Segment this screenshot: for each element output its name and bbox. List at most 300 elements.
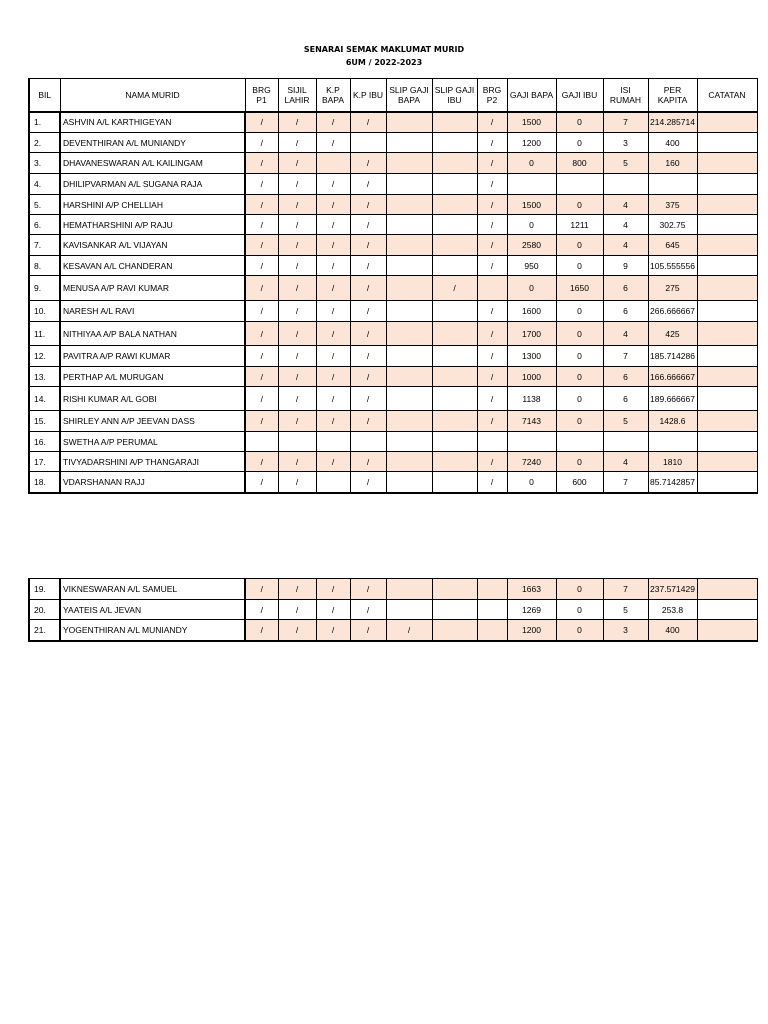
- cell-isi-rumah: 5: [603, 600, 648, 620]
- cell-kp-bapa: [316, 472, 350, 493]
- cell-sijil-lahir: /: [278, 600, 316, 620]
- cell-slip-gaji-ibu: [432, 411, 477, 432]
- cell-kp-ibu: /: [350, 452, 386, 472]
- cell-slip-gaji-ibu: [432, 472, 477, 493]
- cell-brg-p1: /: [245, 133, 278, 153]
- cell-brg-p2: /: [477, 215, 507, 235]
- cell-gaji-bapa: 1300: [507, 346, 556, 367]
- cell-per-kapita: 185.714286: [648, 346, 697, 367]
- table-row: [29, 322, 757, 346]
- cell-gaji-ibu: 0: [556, 411, 603, 432]
- cell-per-kapita: 105.555556: [648, 256, 697, 276]
- cell-isi-rumah: 7: [603, 579, 648, 600]
- cell-sijil-lahir: /: [278, 387, 316, 411]
- cell-kp-ibu: /: [350, 600, 386, 620]
- cell-gaji-ibu: 0: [556, 579, 603, 600]
- cell-sijil-lahir: /: [278, 472, 316, 493]
- cell-slip-gaji-bapa: [386, 472, 432, 493]
- cell-kp-bapa: /: [316, 276, 350, 301]
- cell-slip-gaji-ibu: [432, 301, 477, 322]
- cell-slip-gaji-ibu: [432, 174, 477, 195]
- cell-per-kapita: 302.75: [648, 215, 697, 235]
- cell-brg-p2: /: [477, 133, 507, 153]
- cell-gaji-bapa: 1500: [507, 112, 556, 133]
- cell-nama-murid: VDARSHANAN RAJJ: [60, 472, 245, 493]
- cell-isi-rumah: 7: [603, 472, 648, 493]
- cell-brg-p1: /: [245, 153, 278, 174]
- cell-bil: 9.: [29, 276, 60, 301]
- cell-kp-bapa: /: [316, 133, 350, 153]
- cell-sijil-lahir: [278, 432, 316, 452]
- cell-sijil-lahir: /: [278, 276, 316, 301]
- cell-gaji-bapa: 1000: [507, 367, 556, 387]
- table-row: [29, 112, 757, 133]
- cell-kp-bapa: /: [316, 367, 350, 387]
- page-subtitle: 6UM / 2022-2023: [345, 58, 423, 67]
- cell-brg-p1: /: [245, 452, 278, 472]
- cell-gaji-bapa: 0: [507, 472, 556, 493]
- cell-gaji-bapa: 1200: [507, 133, 556, 153]
- cell-brg-p1: /: [245, 276, 278, 301]
- cell-brg-p1: /: [245, 367, 278, 387]
- cell-kp-ibu: /: [350, 387, 386, 411]
- cell-slip-gaji-bapa: [386, 387, 432, 411]
- cell-catatan: [697, 579, 757, 600]
- cell-brg-p2: /: [477, 452, 507, 472]
- cell-gaji-bapa: 7143: [507, 411, 556, 432]
- cell-slip-gaji-ibu: [432, 112, 477, 133]
- cell-nama-murid: MENUSA A/P RAVI KUMAR: [60, 276, 245, 301]
- header-slip-gaji-bapa: SLIP GAJI BAPA: [386, 79, 432, 112]
- cell-kp-ibu: /: [350, 301, 386, 322]
- cell-nama-murid: YAATEIS A/L JEVAN: [60, 600, 245, 620]
- cell-gaji-ibu: 0: [556, 301, 603, 322]
- table-row: [29, 256, 757, 276]
- cell-brg-p1: /: [245, 620, 278, 641]
- cell-per-kapita: 85.7142857: [648, 472, 697, 493]
- cell-catatan: [697, 215, 757, 235]
- cell-slip-gaji-ibu: [432, 153, 477, 174]
- cell-catatan: [697, 620, 757, 641]
- cell-bil: 1.: [29, 112, 60, 133]
- table-row: [29, 215, 757, 235]
- cell-slip-gaji-bapa: [386, 112, 432, 133]
- cell-catatan: [697, 133, 757, 153]
- cell-nama-murid: YOGENTHIRAN A/L MUNIANDY: [60, 620, 245, 641]
- cell-slip-gaji-bapa: [386, 235, 432, 256]
- cell-isi-rumah: 7: [603, 346, 648, 367]
- table-row: [29, 235, 757, 256]
- cell-nama-murid: DHILIPVARMAN A/L SUGANA RAJA: [60, 174, 245, 195]
- table-row: [29, 620, 757, 641]
- cell-gaji-bapa: 1200: [507, 620, 556, 641]
- cell-slip-gaji-bapa: [386, 432, 432, 452]
- cell-gaji-ibu: 1650: [556, 276, 603, 301]
- cell-catatan: [697, 195, 757, 215]
- cell-gaji-ibu: 600: [556, 472, 603, 493]
- cell-bil: 12.: [29, 346, 60, 367]
- cell-bil: 7.: [29, 235, 60, 256]
- cell-catatan: [697, 322, 757, 346]
- cell-sijil-lahir: /: [278, 452, 316, 472]
- cell-kp-ibu: [350, 432, 386, 452]
- cell-brg-p1: /: [245, 579, 278, 600]
- header-per-kapita: PER KAPITA: [648, 79, 697, 112]
- cell-gaji-ibu: 0: [556, 387, 603, 411]
- cell-bil: 3.: [29, 153, 60, 174]
- cell-slip-gaji-ibu: [432, 452, 477, 472]
- cell-gaji-bapa: [507, 432, 556, 452]
- cell-isi-rumah: 6: [603, 367, 648, 387]
- cell-slip-gaji-bapa: /: [386, 620, 432, 641]
- cell-bil: 13.: [29, 367, 60, 387]
- header-bil: BIL: [29, 79, 60, 112]
- cell-brg-p2: [477, 600, 507, 620]
- cell-per-kapita: 1428.6: [648, 411, 697, 432]
- cell-catatan: [697, 301, 757, 322]
- cell-catatan: [697, 472, 757, 493]
- cell-brg-p1: /: [245, 600, 278, 620]
- cell-gaji-ibu: 0: [556, 195, 603, 215]
- cell-slip-gaji-bapa: [386, 174, 432, 195]
- cell-slip-gaji-bapa: [386, 301, 432, 322]
- cell-sijil-lahir: /: [278, 301, 316, 322]
- cell-gaji-bapa: 1138: [507, 387, 556, 411]
- cell-sijil-lahir: /: [278, 112, 316, 133]
- cell-slip-gaji-bapa: [386, 322, 432, 346]
- cell-slip-gaji-ibu: [432, 367, 477, 387]
- cell-isi-rumah: 4: [603, 322, 648, 346]
- cell-brg-p1: /: [245, 472, 278, 493]
- cell-bil: 10.: [29, 301, 60, 322]
- cell-brg-p1: /: [245, 322, 278, 346]
- cell-per-kapita: 425: [648, 322, 697, 346]
- cell-gaji-ibu: 0: [556, 235, 603, 256]
- cell-slip-gaji-ibu: [432, 235, 477, 256]
- cell-bil: 5.: [29, 195, 60, 215]
- cell-brg-p2: /: [477, 301, 507, 322]
- cell-slip-gaji-bapa: [386, 256, 432, 276]
- cell-slip-gaji-bapa: [386, 195, 432, 215]
- cell-kp-bapa: /: [316, 579, 350, 600]
- cell-nama-murid: PERTHAP A/L MURUGAN: [60, 367, 245, 387]
- cell-gaji-bapa: [507, 174, 556, 195]
- cell-gaji-bapa: 2580: [507, 235, 556, 256]
- header-sijil-lahir: SIJIL LAHIR: [278, 79, 316, 112]
- cell-bil: 21.: [29, 620, 60, 641]
- cell-bil: 14.: [29, 387, 60, 411]
- table-row: [29, 600, 757, 620]
- cell-nama-murid: KESAVAN A/L CHANDERAN: [60, 256, 245, 276]
- cell-isi-rumah: 7: [603, 112, 648, 133]
- cell-gaji-bapa: 7240: [507, 452, 556, 472]
- cell-bil: 8.: [29, 256, 60, 276]
- cell-bil: 16.: [29, 432, 60, 452]
- cell-sijil-lahir: /: [278, 620, 316, 641]
- cell-kp-bapa: /: [316, 411, 350, 432]
- cell-gaji-ibu: 0: [556, 133, 603, 153]
- cell-gaji-ibu: [556, 174, 603, 195]
- cell-gaji-bapa: 1663: [507, 579, 556, 600]
- cell-slip-gaji-ibu: [432, 600, 477, 620]
- cell-isi-rumah: 5: [603, 153, 648, 174]
- header-gaji-bapa: GAJI BAPA: [507, 79, 556, 112]
- cell-brg-p2: [477, 432, 507, 452]
- table-row: [29, 133, 757, 153]
- cell-slip-gaji-bapa: [386, 276, 432, 301]
- cell-isi-rumah: [603, 432, 648, 452]
- cell-nama-murid: KAVISANKAR A/L VIJAYAN: [60, 235, 245, 256]
- cell-gaji-bapa: 1700: [507, 322, 556, 346]
- cell-slip-gaji-ibu: [432, 620, 477, 641]
- cell-kp-bapa: /: [316, 174, 350, 195]
- cell-nama-murid: SHIRLEY ANN A/P JEEVAN DASS: [60, 411, 245, 432]
- cell-nama-murid: NARESH A/L RAVI: [60, 301, 245, 322]
- cell-kp-ibu: /: [350, 472, 386, 493]
- cell-nama-murid: DHAVANESWARAN A/L KAILINGAM: [60, 153, 245, 174]
- cell-gaji-bapa: 0: [507, 153, 556, 174]
- cell-slip-gaji-bapa: [386, 411, 432, 432]
- cell-slip-gaji-ibu: [432, 432, 477, 452]
- cell-nama-murid: HARSHINI A/P CHELLIAH: [60, 195, 245, 215]
- cell-per-kapita: 400: [648, 620, 697, 641]
- cell-kp-ibu: /: [350, 579, 386, 600]
- cell-kp-ibu: /: [350, 153, 386, 174]
- cell-gaji-bapa: 0: [507, 215, 556, 235]
- cell-kp-bapa: /: [316, 620, 350, 641]
- cell-kp-bapa: [316, 153, 350, 174]
- cell-kp-ibu: /: [350, 322, 386, 346]
- cell-sijil-lahir: /: [278, 195, 316, 215]
- cell-kp-ibu: /: [350, 195, 386, 215]
- cell-brg-p2: /: [477, 387, 507, 411]
- cell-per-kapita: [648, 174, 697, 195]
- cell-gaji-ibu: 0: [556, 452, 603, 472]
- cell-per-kapita: [648, 432, 697, 452]
- cell-gaji-ibu: 0: [556, 367, 603, 387]
- cell-sijil-lahir: /: [278, 174, 316, 195]
- table-row: [29, 174, 757, 195]
- cell-sijil-lahir: /: [278, 153, 316, 174]
- header-isi-rumah: ISI RUMAH: [603, 79, 648, 112]
- cell-brg-p1: [245, 432, 278, 452]
- table-row: [29, 367, 757, 387]
- cell-kp-ibu: /: [350, 411, 386, 432]
- cell-catatan: [697, 411, 757, 432]
- cell-brg-p2: /: [477, 472, 507, 493]
- cell-per-kapita: 160: [648, 153, 697, 174]
- header-row: [29, 79, 757, 112]
- cell-kp-bapa: [316, 432, 350, 452]
- cell-slip-gaji-ibu: /: [432, 276, 477, 301]
- cell-gaji-ibu: 0: [556, 620, 603, 641]
- cell-brg-p2: [477, 276, 507, 301]
- cell-isi-rumah: 5: [603, 411, 648, 432]
- cell-brg-p1: /: [245, 235, 278, 256]
- cell-isi-rumah: 6: [603, 387, 648, 411]
- cell-isi-rumah: 3: [603, 620, 648, 641]
- cell-gaji-ibu: 1211: [556, 215, 603, 235]
- cell-kp-ibu: [350, 133, 386, 153]
- cell-bil: 17.: [29, 452, 60, 472]
- cell-nama-murid: DEVENTHIRAN A/L MUNIANDY: [60, 133, 245, 153]
- cell-bil: 20.: [29, 600, 60, 620]
- cell-sijil-lahir: /: [278, 256, 316, 276]
- cell-isi-rumah: 4: [603, 452, 648, 472]
- page-title: SENARAI SEMAK MAKLUMAT MURID: [303, 45, 465, 54]
- cell-brg-p2: /: [477, 256, 507, 276]
- cell-slip-gaji-bapa: [386, 452, 432, 472]
- cell-per-kapita: 266.666667: [648, 301, 697, 322]
- cell-kp-bapa: /: [316, 235, 350, 256]
- cell-kp-ibu: /: [350, 276, 386, 301]
- cell-brg-p1: /: [245, 112, 278, 133]
- cell-brg-p1: /: [245, 346, 278, 367]
- cell-brg-p1: /: [245, 256, 278, 276]
- cell-isi-rumah: 9: [603, 256, 648, 276]
- cell-gaji-ibu: 800: [556, 153, 603, 174]
- cell-brg-p2: /: [477, 411, 507, 432]
- cell-gaji-ibu: [556, 432, 603, 452]
- cell-kp-bapa: /: [316, 387, 350, 411]
- cell-catatan: [697, 387, 757, 411]
- cell-catatan: [697, 174, 757, 195]
- cell-kp-ibu: /: [350, 112, 386, 133]
- cell-catatan: [697, 153, 757, 174]
- table-row: [29, 195, 757, 215]
- cell-slip-gaji-bapa: [386, 346, 432, 367]
- cell-brg-p1: /: [245, 411, 278, 432]
- header-slip-gaji-ibu: SLIP GAJI IBU: [432, 79, 477, 112]
- cell-per-kapita: 645: [648, 235, 697, 256]
- cell-sijil-lahir: /: [278, 133, 316, 153]
- cell-gaji-ibu: 0: [556, 256, 603, 276]
- table-row: [29, 472, 757, 493]
- cell-brg-p2: /: [477, 195, 507, 215]
- table-row: [29, 411, 757, 432]
- cell-brg-p2: [477, 579, 507, 600]
- cell-per-kapita: 400: [648, 133, 697, 153]
- cell-slip-gaji-ibu: [432, 387, 477, 411]
- cell-kp-ibu: /: [350, 256, 386, 276]
- table-row: [29, 301, 757, 322]
- cell-nama-murid: NITHIYAA A/P BALA NATHAN: [60, 322, 245, 346]
- cell-brg-p2: /: [477, 367, 507, 387]
- cell-brg-p1: /: [245, 215, 278, 235]
- table-row: [29, 579, 757, 600]
- header-kp-bapa: K.P BAPA: [316, 79, 350, 112]
- cell-kp-bapa: /: [316, 346, 350, 367]
- cell-brg-p2: /: [477, 235, 507, 256]
- cell-brg-p2: /: [477, 174, 507, 195]
- cell-sijil-lahir: /: [278, 579, 316, 600]
- cell-nama-murid: SWETHA A/P PERUMAL: [60, 432, 245, 452]
- cell-kp-bapa: /: [316, 256, 350, 276]
- cell-catatan: [697, 432, 757, 452]
- cell-kp-bapa: /: [316, 112, 350, 133]
- cell-catatan: [697, 256, 757, 276]
- cell-slip-gaji-ibu: [432, 322, 477, 346]
- student-checklist-table-continued: [28, 578, 758, 642]
- cell-slip-gaji-ibu: [432, 195, 477, 215]
- cell-slip-gaji-bapa: [386, 153, 432, 174]
- cell-kp-bapa: /: [316, 195, 350, 215]
- table-row: [29, 346, 757, 367]
- cell-bil: 15.: [29, 411, 60, 432]
- cell-per-kapita: 214.285714: [648, 112, 697, 133]
- cell-kp-bapa: /: [316, 301, 350, 322]
- table-row: [29, 432, 757, 452]
- cell-nama-murid: PAVITRA A/P RAWI KUMAR: [60, 346, 245, 367]
- cell-slip-gaji-ibu: [432, 133, 477, 153]
- cell-isi-rumah: 6: [603, 301, 648, 322]
- cell-per-kapita: 166.666667: [648, 367, 697, 387]
- cell-brg-p1: /: [245, 195, 278, 215]
- cell-catatan: [697, 112, 757, 133]
- cell-catatan: [697, 367, 757, 387]
- cell-sijil-lahir: /: [278, 322, 316, 346]
- cell-gaji-bapa: 1269: [507, 600, 556, 620]
- cell-sijil-lahir: /: [278, 367, 316, 387]
- table-row: [29, 276, 757, 301]
- cell-slip-gaji-ibu: [432, 346, 477, 367]
- cell-catatan: [697, 235, 757, 256]
- cell-gaji-ibu: 0: [556, 322, 603, 346]
- cell-bil: 4.: [29, 174, 60, 195]
- cell-nama-murid: HEMATHARSHINI A/P RAJU: [60, 215, 245, 235]
- cell-kp-bapa: /: [316, 452, 350, 472]
- cell-sijil-lahir: /: [278, 411, 316, 432]
- cell-nama-murid: TIVYADARSHINI A/P THANGARAJI: [60, 452, 245, 472]
- cell-gaji-ibu: 0: [556, 112, 603, 133]
- cell-kp-ibu: /: [350, 215, 386, 235]
- cell-gaji-bapa: 950: [507, 256, 556, 276]
- cell-gaji-ibu: 0: [556, 346, 603, 367]
- cell-isi-rumah: 4: [603, 215, 648, 235]
- cell-brg-p1: /: [245, 174, 278, 195]
- cell-kp-ibu: /: [350, 367, 386, 387]
- header-brg-p1: BRG P1: [245, 79, 278, 112]
- cell-kp-bapa: /: [316, 600, 350, 620]
- cell-slip-gaji-ibu: [432, 579, 477, 600]
- cell-sijil-lahir: /: [278, 235, 316, 256]
- cell-bil: 2.: [29, 133, 60, 153]
- cell-catatan: [697, 600, 757, 620]
- student-checklist-table: [28, 78, 758, 494]
- cell-isi-rumah: 6: [603, 276, 648, 301]
- cell-slip-gaji-bapa: [386, 133, 432, 153]
- cell-per-kapita: 253.8: [648, 600, 697, 620]
- cell-brg-p2: /: [477, 153, 507, 174]
- header-kp-ibu: K.P IBU: [350, 79, 386, 112]
- cell-brg-p2: [477, 620, 507, 641]
- cell-per-kapita: 275: [648, 276, 697, 301]
- header-gaji-ibu: GAJI IBU: [556, 79, 603, 112]
- cell-slip-gaji-bapa: [386, 215, 432, 235]
- header-nama-murid: NAMA MURID: [60, 79, 245, 112]
- cell-catatan: [697, 452, 757, 472]
- cell-per-kapita: 375: [648, 195, 697, 215]
- table-row: [29, 452, 757, 472]
- cell-kp-bapa: /: [316, 215, 350, 235]
- cell-slip-gaji-bapa: [386, 600, 432, 620]
- cell-bil: 6.: [29, 215, 60, 235]
- header-brg-p2: BRG P2: [477, 79, 507, 112]
- cell-gaji-bapa: 1600: [507, 301, 556, 322]
- cell-brg-p2: /: [477, 322, 507, 346]
- cell-per-kapita: 237.571429: [648, 579, 697, 600]
- cell-kp-ibu: /: [350, 346, 386, 367]
